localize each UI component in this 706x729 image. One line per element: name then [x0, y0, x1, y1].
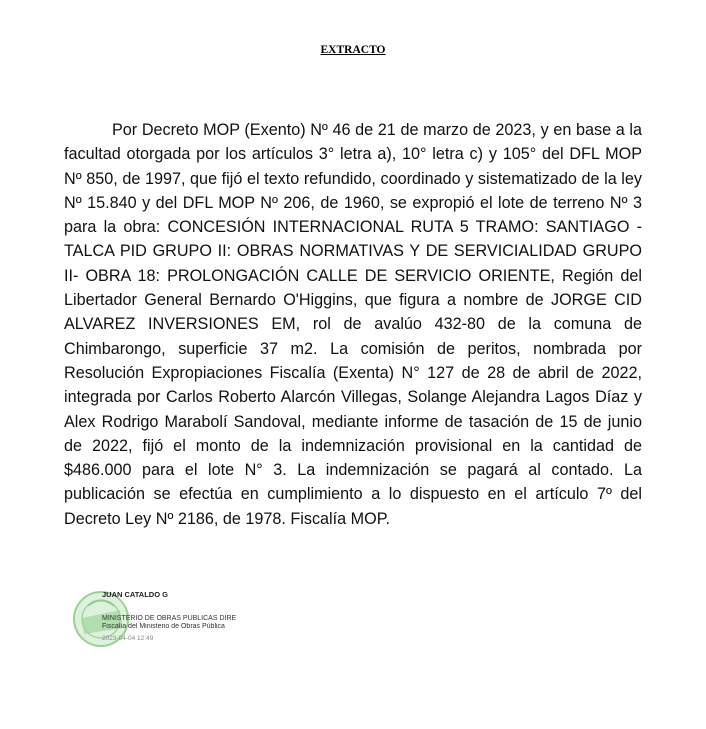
document-body: Por Decreto MOP (Exento) Nº 46 de 21 de marzo de 2023, y en base a la facultad otorgada por los artículos 3° letra a), 10° letra c) y 105° del DFL MOP Nº 850, de 1997, que fijó el texto refundido, coordinado y sistematizado de la ley Nº 15.840 y del DFL MOP Nº 206, de 1960, se expropió el lote de terreno Nº 3 para la obra: CONCESIÓN INTERNACIONAL RUTA 5 TRAMO: SANTIAGO - TALCA PID GRUPO II: OBRAS NORMATIVAS Y DE SERVICIALIDAD GRUPO II- OBRA 18: PROLONGACIÓN CALLE DE SERVICIO ORIENTE, Región del Libertador General Bernardo O'Higgins, que figura a nombre de JORGE CID ALVAREZ INVERSIONES EM, rol de avalúo 432-80 de la comuna de Chimbarongo, superficie 37 m2. La comisión de peritos, nombrada por Resolución Expropiaciones Fiscalía (Exenta) N° 127 de 28 de abril de 2022, integrada por Carlos Roberto Alarcón Villegas, Solange Alejandra Lagos Díaz y Alex Rodrigo Marabolí Sandoval, mediante informe de tasación de 15 de junio de 2022, fijó el monto de la indemnización provisional en la cantidad de $486.000 para el lote N° 3. La indemnización se pagará al contado. La publicación se efectúa en cumplimiento a lo dispuesto en el artículo 7º del Decreto Ley Nº 2186, de 1978. Fiscalía MOP.	[64, 121, 642, 528]
signer-unit: Fiscalía del Ministerio de Obras Pública	[102, 623, 225, 630]
signer-name: JUAN CATALDO G	[102, 590, 168, 599]
signer-organization: MINISTERIO DE OBRAS PUBLICAS DIRE	[102, 615, 237, 622]
document-title: EXTRACTO	[320, 44, 386, 56]
signature-timestamp: 2023-04-04 12:49	[102, 635, 154, 642]
signature-block	[70, 588, 270, 648]
